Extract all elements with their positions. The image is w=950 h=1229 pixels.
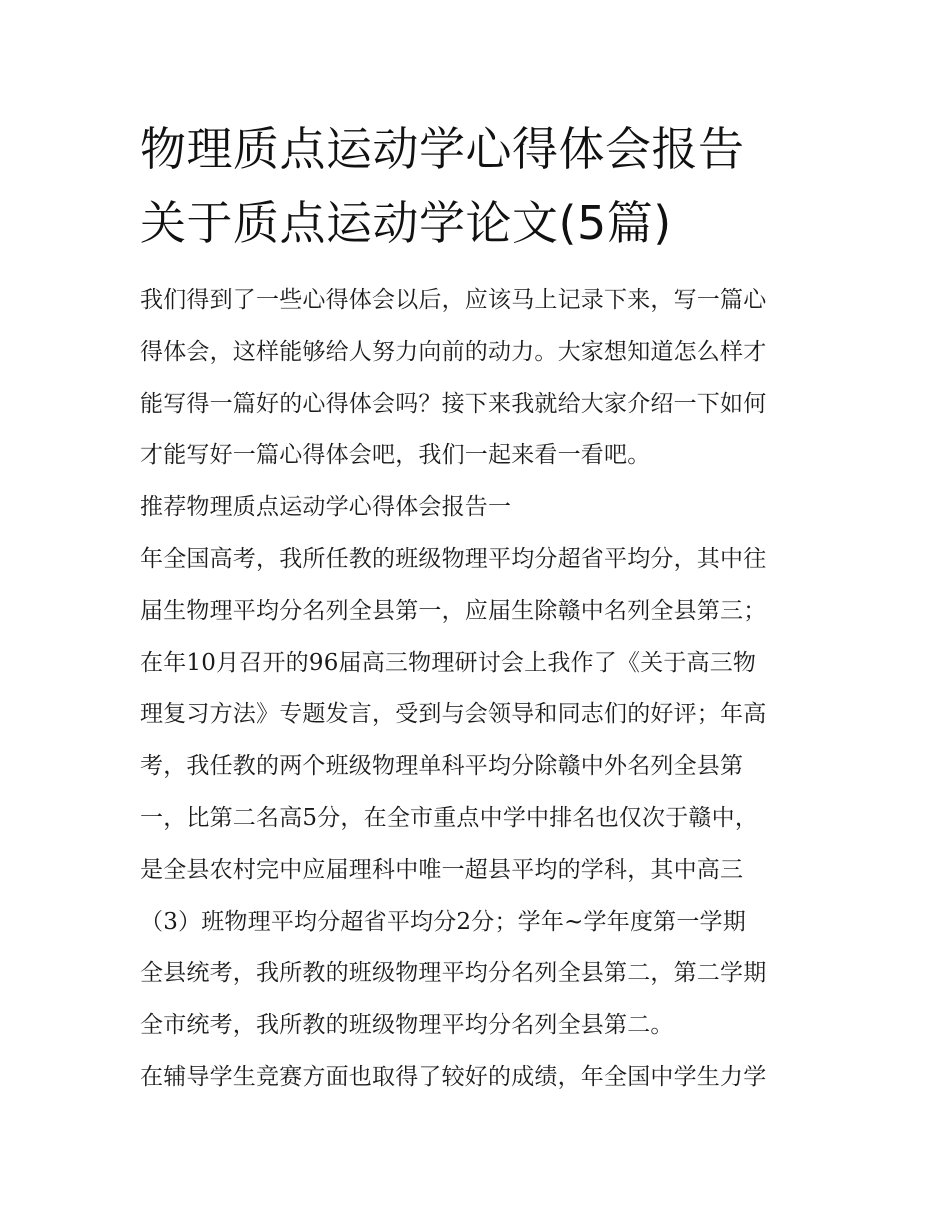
text-line: 在年10月召开的96届高三物理研讨会上我作了《关于高三物 xyxy=(140,649,757,676)
title-line-2: 关于质点运动学论文(5篇) xyxy=(140,196,672,250)
text-line: 我们得到了一些心得体会以后，应该马上记录下来，写一篇心 xyxy=(140,287,767,313)
text-line: 能写得一篇好的心得体会吗？接下来我就给大家介绍一下如何 xyxy=(140,390,767,417)
text-line: 在辅导学生竞赛方面也取得了较好的成绩，年全国中学生力学 xyxy=(140,1063,767,1090)
text-line: 年全国高考，我所任教的班级物理平均分超省平均分，其中往 xyxy=(140,545,767,572)
document-title xyxy=(140,112,840,260)
text-line: 理复习方法》专题发言，受到与会领导和同志们的好评；年高 xyxy=(140,701,767,728)
text-line: 推荐物理质点运动学心得体会报告一 xyxy=(140,494,512,521)
text-line: 届生物理平均分名列全县第一，应届生除赣中名列全县第三； xyxy=(140,597,767,624)
text-line: 得体会，这样能够给人努力向前的动力。大家想知道怎么样才 xyxy=(140,338,767,365)
text-line: 一，比第二名高5分，在全市重点中学中排名也仅次于赣中， xyxy=(140,804,759,831)
text-line: 是全县农村完中应届理科中唯一超县平均的学科，其中高三 xyxy=(140,856,744,883)
intro-paragraph xyxy=(140,275,820,482)
competition-paragraph xyxy=(140,1052,820,1104)
title-line-1: 物理质点运动学心得体会报告 xyxy=(140,122,745,176)
section-heading xyxy=(140,482,820,534)
text-line: 才能写好一篇心得体会吧，我们一起来看一看吧。 xyxy=(140,442,651,469)
document-body xyxy=(140,275,820,1104)
text-line: 全县统考，我所教的班级物理平均分名列全县第二，第二学期 xyxy=(140,960,767,987)
achievement-paragraph xyxy=(140,534,820,1052)
text-line: 全市统考，我所教的班级物理平均分名列全县第二。 xyxy=(140,1012,674,1039)
text-line: （3）班物理平均分超省平均分2分；学年~学年度第一学期 xyxy=(140,908,746,935)
text-line: 考，我任教的两个班级物理单科平均分除赣中外名列全县第 xyxy=(140,753,744,780)
